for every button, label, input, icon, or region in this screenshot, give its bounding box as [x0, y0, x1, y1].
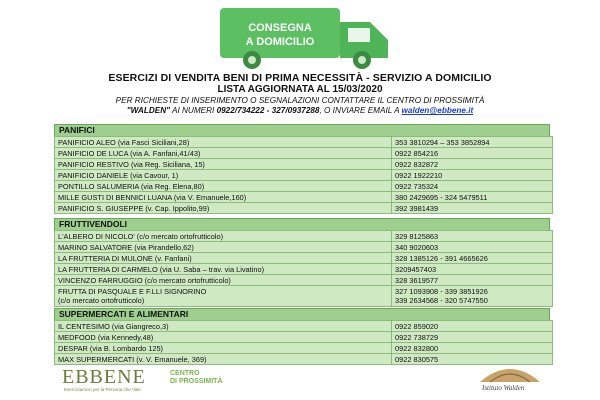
business-name: MILLE GUSTI DI BENNICI LUANA (via V. Emanuele,160): [55, 192, 392, 203]
phone-number: 392 3981439: [392, 203, 553, 214]
table-row: [55, 231, 553, 242]
section-fruttivendoli: [54, 218, 550, 307]
business-name: IL CENTESIMO (via Giangreco,3): [55, 321, 392, 332]
phone-number: 340 9020603: [392, 242, 553, 253]
email-link[interactable]: walden@ebbene.it: [401, 106, 474, 115]
phone-number: 0922 830575: [392, 354, 553, 365]
phone-number: 0922 735324: [392, 181, 553, 192]
ebbene-logo: EBBENE: [62, 366, 146, 388]
business-name: LA FRUTTERIA DI MULONE (v. Fanfani): [55, 253, 392, 264]
business-name: LA FRUTTERIA DI CARMELO (via U. Saba – trav. via Livatino): [55, 264, 392, 275]
business-name: PONTILLO SALUMERIA (via Reg. Elena,80): [55, 181, 392, 192]
phone-number: 0922 738729: [392, 332, 553, 343]
phone-number: 353 3810294 – 353 3852894: [392, 137, 553, 148]
phone-number: 0922 854216: [392, 148, 553, 159]
table-fruttivendoli: [54, 230, 553, 307]
table-row: [55, 170, 553, 181]
ebbene-tagline: Eserciziamoci per la Persona che Vale: [64, 387, 141, 392]
phone-number: 328 3619577: [392, 275, 553, 286]
table-row: [55, 343, 553, 354]
business-name: PANIFICIO ALEO (via Fasci Siciliani,28): [55, 137, 392, 148]
table-row: [55, 275, 553, 286]
page-subtitle: LISTA AGGIORNATA AL 15/03/2020: [217, 84, 383, 95]
phone-number: 380 2429695 - 324 5479511: [392, 192, 553, 203]
business-name: PANIFICIO S. GIUSEPPE (v. Cap. Ippolito,99): [55, 203, 392, 214]
business-name: PANIFICIO DANIELE (via Cavour, 1): [55, 170, 392, 181]
phone-number: 3209457403: [392, 264, 553, 275]
business-name: VINCENZO FARRUGGIO (c/o mercato ortofrutticolo): [55, 275, 392, 286]
business-name: L'ALBERO DI NICOLO' (c/o mercato ortofrutticolo): [55, 231, 392, 242]
table-supermercati: [54, 320, 553, 365]
phone-number: 328 1385126 - 391 4665626: [392, 253, 553, 264]
section-supermercati: [54, 308, 550, 365]
phone-number: 329 8125863: [392, 231, 553, 242]
walden-label: Istituto Walden: [482, 384, 525, 392]
info-numbers: 0922/734222 - 327/0937288: [216, 106, 320, 115]
table-row: [55, 159, 553, 170]
table-row: [55, 181, 553, 192]
table-panifici: [54, 136, 553, 214]
business-name: PANIFICIO DE LUCA (via A. Fanfani,41/43): [55, 148, 392, 159]
info-line2: [0, 106, 600, 115]
phone-number: 0922 859020: [392, 321, 553, 332]
business-name: FRUTTA DI PASQUALE E F.LLI SIGNORINO (c/o mercato ortofrutticolo): [55, 286, 392, 307]
business-name: MEDFOOD (via Kennedy,48): [55, 332, 392, 343]
truck-line2: A DOMICILIO: [245, 36, 315, 48]
table-row: [55, 264, 553, 275]
table-row: [55, 148, 553, 159]
delivery-truck-icon: [200, 4, 400, 72]
phone-number: 0922 832800: [392, 343, 553, 354]
table-row: [55, 332, 553, 343]
section-title: FRUTTIVENDOLI: [54, 218, 550, 230]
business-name: MARINO SALVATORE (via Pirandello,62): [55, 242, 392, 253]
info-email-prefix: , O INVIARE EMAIL A: [319, 106, 402, 115]
table-row: [55, 242, 553, 253]
centro-prossimita-label: CENTRO DI PROSSIMITÀ: [170, 370, 223, 385]
phone-number: 327 1093908 - 339 3851926 339 2634568 - 320 5747550: [392, 286, 553, 307]
section-title: SUPERMERCATI E ALIMENTARI: [54, 308, 550, 320]
section-title: PANIFICI: [54, 124, 550, 136]
info-numbers-prefix: AI NUMERI: [170, 106, 217, 115]
table-row: [55, 253, 553, 264]
table-row: [55, 192, 553, 203]
business-name: PANIFICIO RESTIVO (via Reg. Siciliana, 15): [55, 159, 392, 170]
info-line1: PER RICHIESTE DI INSERIMENTO O SEGNALAZIONI CONTATTARE IL CENTRO DI PROSSIMITÀ: [115, 96, 485, 105]
phone-number: 0922 832872: [392, 159, 553, 170]
phone-number: 0922 1922210: [392, 170, 553, 181]
business-name: MAX SUPERMERCATI (v. V. Emanuele, 369): [55, 354, 392, 365]
truck-line1: CONSEGNA: [248, 22, 312, 34]
table-row: [55, 203, 553, 214]
table-row: [55, 286, 553, 307]
info-walden: "WALDEN": [126, 106, 171, 115]
table-row: [55, 137, 553, 148]
table-row: [55, 321, 553, 332]
business-name: DESPAR (via B. Lombardo 125): [55, 343, 392, 354]
section-panifici: [54, 124, 550, 214]
page-title: ESERCIZI DI VENDITA BENI DI PRIMA NECESSITÀ - SERVIZIO A DOMICILIO: [108, 72, 492, 84]
